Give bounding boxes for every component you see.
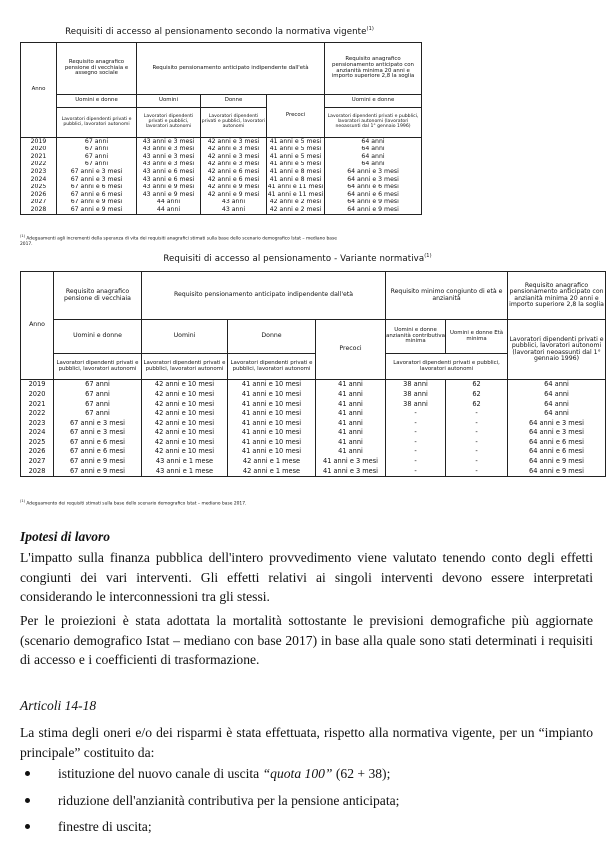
table-row: 2022 67 anni 42 anni e 10 mesi 41 anni e 10 mesi 41 anni - - 64 anni bbox=[21, 409, 606, 419]
bullet-item-riduzione: riduzione dell'anzianità contributiva per la pensione anticipata; bbox=[58, 793, 399, 809]
table-row: 2025 67 anni e 6 mesi 43 anni e 9 mesi 42 anni e 9 mesi 41 anni e 11 mesi 64 anni e 6 mesi bbox=[21, 184, 422, 192]
section-title-ipotesi: Ipotesi di lavoro bbox=[20, 529, 110, 544]
header-anzianita: Requisito anagrafico pensionamento anticipato con anzianità minima 20 anni e importo superiore 2,8 la soglia bbox=[508, 272, 606, 320]
header-uomini-donne-2: Uomini e donne bbox=[325, 95, 422, 108]
table-row: 2020 67 anni 43 anni e 3 mesi 42 anni e 3 mesi 41 anni e 5 mesi 64 anni bbox=[21, 146, 422, 154]
table-row: 2020 67 anni 42 anni e 10 mesi 41 anni e 10 mesi 41 anni 38 anni 62 64 anni bbox=[21, 390, 606, 400]
table-row: 2021 67 anni 42 anni e 10 mesi 41 anni e 10 mesi 41 anni 38 anni 62 64 anni bbox=[21, 399, 606, 409]
table-row: 2022 67 anni 43 anni e 3 mesi 42 anni e 3 mesi 41 anni e 5 mesi 64 anni bbox=[21, 161, 422, 169]
header-lavoratori-4: Lavoratori dipendenti privati e pubblici, lavoratori autonomi bbox=[386, 354, 508, 380]
table-row: 2019 67 anni 42 anni e 10 mesi 41 anni e 10 mesi 41 anni 38 anni 62 64 anni bbox=[21, 380, 606, 390]
paragraph-impatto: L'impatto sulla finanza pubblica dell'intero provvedimento viene valutato tenendo conto degli effetti congiunti dei vari interventi. Gli effetti relativi ai singoli interventi devono essere interpretati considerando le interconnessioni tra gli stessi. bbox=[20, 550, 593, 604]
header-anzianita: Requisito anagrafico pensionamento anticipato con anzianità minima 20 anni e importo superiore 2,8 la soglia bbox=[325, 43, 422, 95]
header-uomini-donne: Uomini e donne bbox=[57, 95, 137, 108]
table1 bbox=[20, 42, 422, 215]
section-title-articoli: Articoli 14-18 bbox=[20, 698, 97, 713]
table2-title: Requisiti di accesso al pensionamento - Variante normativa$^{(1)}$ bbox=[163, 253, 432, 264]
bullet-item-finestre: finestre di uscita; bbox=[58, 819, 152, 835]
table-row: 2026 67 anni e 6 mesi 42 anni e 10 mesi 41 anni e 10 mesi 41 anni - - 64 anni e 6 mesi bbox=[21, 447, 606, 457]
header-uomini-donne: Uomini e donne bbox=[54, 320, 142, 354]
bullet-dot bbox=[25, 798, 30, 803]
header-precoci: Precoci bbox=[316, 320, 386, 380]
header-anno: Anno bbox=[21, 272, 54, 380]
header-anticipato: Requisito pensionamento anticipato indipendente dall'età bbox=[137, 43, 325, 95]
header-vecchiaia: Requisito anagrafico pensione di vecchiaia e assegno sociale bbox=[57, 43, 137, 95]
header-lavoratori-2: Lavoratori dipendenti privati e pubblici, lavoratori autonomi bbox=[142, 354, 228, 380]
header-anticipato: Requisito pensionamento anticipato indipendente dall'età bbox=[142, 272, 386, 320]
table2 bbox=[20, 271, 606, 477]
table-row: 2025 67 anni e 6 mesi 42 anni e 10 mesi 41 anni e 10 mesi 41 anni - - 64 anni e 6 mesi bbox=[21, 438, 606, 448]
header-uomini: Uomini bbox=[137, 95, 201, 108]
table-row: 2023 67 anni e 3 mesi 43 anni e 6 mesi 42 anni e 6 mesi 41 anni e 8 mesi 64 anni e 3 mesi bbox=[21, 168, 422, 176]
header-vecchiaia: Requisito anagrafico pensione di vecchiaia bbox=[54, 272, 142, 320]
table-row: 2027 67 anni e 9 mesi 44 anni 43 anni 42 anni e 2 mesi 64 anni e 9 mesi bbox=[21, 199, 422, 207]
header-lavoratori-2: Lavoratori dipendenti privati e pubblici, lavoratori autonomi bbox=[137, 108, 201, 138]
table-row: 2019 67 anni 43 anni e 3 mesi 42 anni e 3 mesi 41 anni e 5 mesi 64 anni bbox=[21, 138, 422, 146]
bullet-dot bbox=[25, 771, 30, 776]
table1-footnote: $^{(1)}$ Adeguamenti agli incrementi della speranza di vita dei requisiti anagrafici stimati sulla base dello scenario demografico Istat – mediano base 2017. bbox=[20, 234, 337, 248]
table1-title: Requisiti di accesso al pensionamento secondo la normativa vigente$^{(1)}$ bbox=[65, 26, 374, 37]
header-uomini: Uomini bbox=[142, 320, 228, 354]
table-row: 2028 67 anni e 9 mesi 44 anni 43 anni 42 anni e 2 mesi 64 anni e 9 mesi bbox=[21, 206, 422, 214]
table-row: 2024 67 anni e 3 mesi 43 anni e 6 mesi 42 anni e 6 mesi 41 anni e 8 mesi 64 anni e 3 mesi bbox=[21, 176, 422, 184]
header-donne: Donne bbox=[201, 95, 267, 108]
header-precoci: Precoci bbox=[267, 95, 325, 138]
header-eta-minima: Uomini e donne Età minima bbox=[446, 320, 508, 354]
header-anno: Anno bbox=[21, 43, 57, 138]
header-lavoratori-1: Lavoratori dipendenti privati e pubblici, lavoratori autonomi bbox=[57, 108, 137, 138]
bullet-dot bbox=[25, 824, 30, 829]
table-row: 2021 67 anni 43 anni e 3 mesi 42 anni e 3 mesi 41 anni e 5 mesi 64 anni bbox=[21, 153, 422, 161]
header-minimo: Requisito minimo congiunto di età e anzianità bbox=[386, 272, 508, 320]
header-lavoratori-anzianita: Lavoratori dipendenti privati e pubblici, lavoratori autonomi (lavoratori neoassunti dal 1° gennaio 1996) bbox=[508, 320, 606, 380]
table-row: 2023 67 anni e 3 mesi 42 anni e 10 mesi 41 anni e 10 mesi 41 anni - - 64 anni e 3 mesi bbox=[21, 418, 606, 428]
paragraph-proiezioni: Per le proiezioni è stata adottata la mortalità sottostante le previsioni demografiche più aggiornate (scenario demografico Istat – mediano con base 2017) in base alla quale sono stati determinati i requisiti di accesso e i coefficienti di trasformazione. bbox=[20, 613, 593, 667]
table-row: 2026 67 anni e 6 mesi 43 anni e 9 mesi 42 anni e 9 mesi 41 anni e 11 mesi 64 anni e 6 mesi bbox=[21, 191, 422, 199]
table-row: 2027 67 anni e 9 mesi 43 anni e 1 mese 42 anni e 1 mese 41 anni e 3 mesi - - 64 anni e 9 mesi bbox=[21, 457, 606, 467]
header-donne: Donne bbox=[228, 320, 316, 354]
header-lavoratori-4: Lavoratori dipendenti privati e pubblici, lavoratori autonomi (lavoratori neoassunti dal 1° gennaio 1996) bbox=[325, 108, 422, 138]
table-row: 2028 67 anni e 9 mesi 43 anni e 1 mese 42 anni e 1 mese 41 anni e 3 mesi - - 64 anni e 9 mesi bbox=[21, 466, 606, 476]
header-lavoratori-1: Lavoratori dipendenti privati e pubblici, lavoratori autonomi bbox=[54, 354, 142, 380]
table2-footnote: $^{(1)}$ Adeguamento dei requisiti stimati sulla base dello scenario demografico Istat – mediano base 2017. bbox=[20, 499, 247, 507]
bullet-item-quota100: istituzione del nuovo canale di uscita “quota 100” (62 + 38); bbox=[58, 766, 390, 782]
header-lavoratori-3: Lavoratori dipendenti privati e pubblici, lavoratori autonomi bbox=[201, 108, 267, 138]
table-row: 2024 67 anni e 3 mesi 42 anni e 10 mesi 41 anni e 10 mesi 41 anni - - 64 anni e 3 mesi bbox=[21, 428, 606, 438]
header-lavoratori-3: Lavoratori dipendenti privati e pubblici, lavoratori autonomi bbox=[228, 354, 316, 380]
paragraph-stima: La stima degli oneri e/o dei risparmi è stata effettuata, rispetto alla normativa vigente, per un “impianto principale” costituito da: bbox=[20, 725, 593, 760]
header-contributiva: Uomini e donne anzianità contributiva minima bbox=[386, 320, 446, 354]
